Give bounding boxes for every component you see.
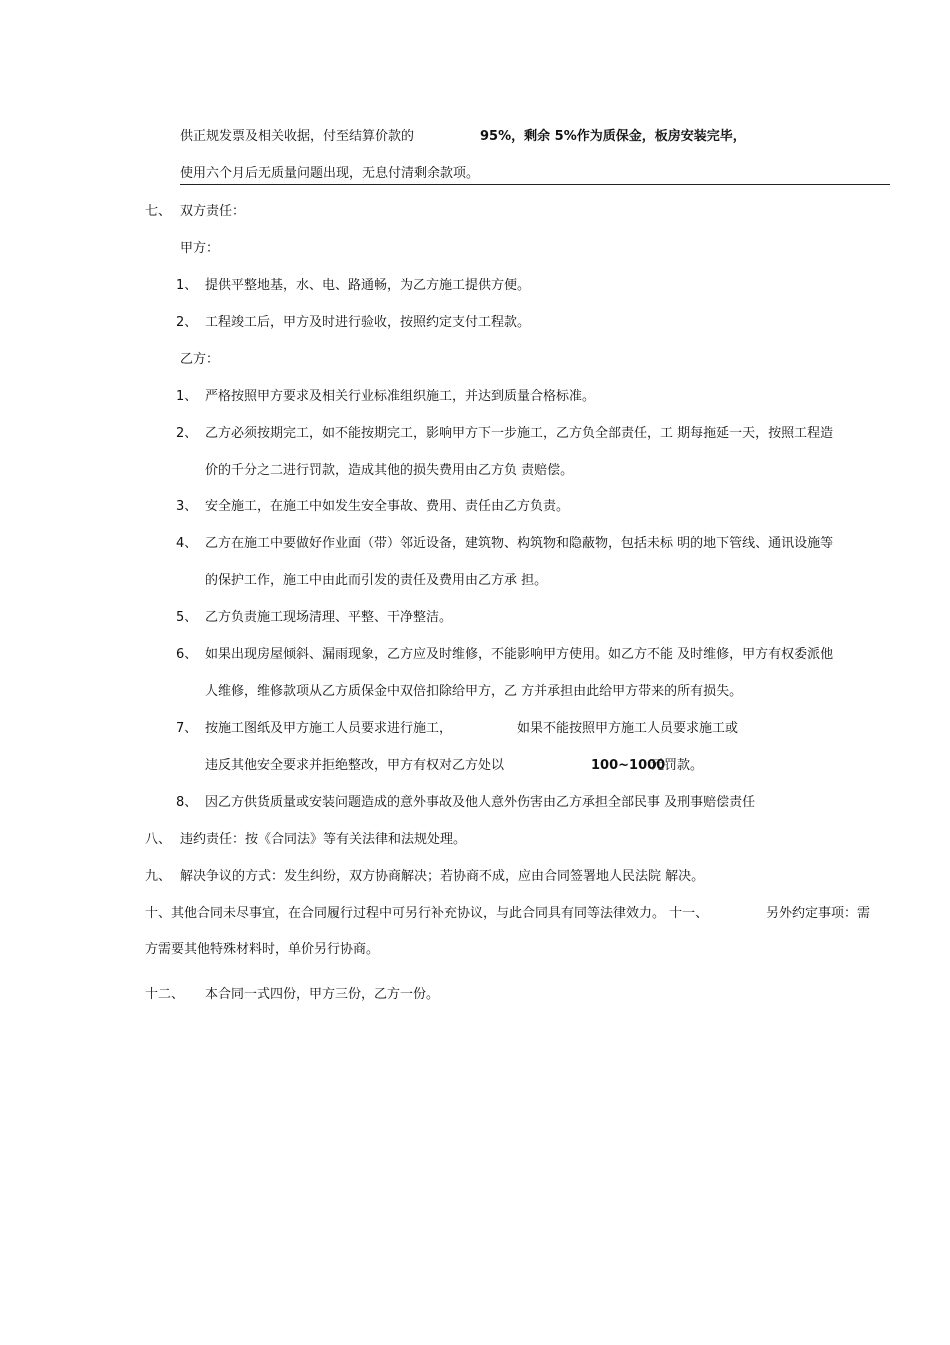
payment-line-1-text: 供正规发票及相关收据，付至结算价款的 [180, 129, 415, 144]
party-a-label: 甲方： [180, 241, 220, 256]
party-b-item-6-number: 6、 [176, 647, 198, 662]
party-b-item-8-number: 8、 [176, 795, 198, 810]
section-12-text: 本合同一式四份，甲方三份，乙方一份。 [205, 987, 440, 1002]
party-b-item-2-line-2: 价的千分之二进行罚款，造成其他的损失费用由乙方负 责赔偿。 [205, 463, 574, 478]
party-b-item-3: 安全施工，在施工中如发生安全事故、费用、责任由乙方负责。 [205, 499, 570, 514]
underline-rule [180, 184, 890, 185]
party-b-item-7-line-2c: 元罚款。 [651, 758, 704, 773]
section-7-title: 双方责任： [180, 204, 246, 219]
section-9-text: 解决争议的方式：发生纠纷，双方协商解决；若协商不成，应由合同签署地人民法院 解决。 [180, 869, 705, 884]
party-a-item-2: 工程竣工后，甲方及时进行验收，按照约定支付工程款。 [205, 315, 531, 330]
party-b-label: 乙方： [180, 352, 220, 367]
party-b-item-1-number: 1、 [176, 389, 198, 404]
party-b-item-1: 严格按照甲方要求及相关行业标准组织施工，并达到质量合格标准。 [205, 389, 596, 404]
party-b-item-7-line-2a: 违反其他安全要求并拒绝整改，甲方有权对乙方处以 [205, 758, 505, 773]
section-12-number: 十二、 [145, 987, 185, 1002]
party-b-item-2-number: 2、 [176, 426, 198, 441]
section-10-line-1a: 十、其他合同未尽事宜，在合同履行过程中可另行补充协议，与此合同具有同等法律效力。 十一、 [145, 906, 709, 921]
party-a-item-1: 提供平整地基，水、电、路通畅，为乙方施工提供方便。 [205, 278, 531, 293]
party-b-item-8: 因乙方供货质量或安装问题造成的意外事故及他人意外伤害由乙方承担全部民事 及刑事赔偿责任 [205, 795, 756, 810]
party-b-item-7-line-1a: 按施工图纸及甲方施工人员要求进行施工， [205, 721, 453, 736]
section-8-text: 违约责任：按《合同法》等有关法律和法规处理。 [180, 832, 467, 847]
party-a-item-1-number: 1、 [176, 278, 198, 293]
payment-line-2: 使用六个月后无质量问题出现，无息付清剩余款项。 [180, 166, 480, 181]
party-b-item-5-number: 5、 [176, 610, 198, 625]
section-9-number: 九、 [145, 869, 172, 884]
party-b-item-5: 乙方负责施工现场清理、平整、干净整洁。 [205, 610, 453, 625]
party-b-item-3-number: 3、 [176, 499, 198, 514]
party-b-item-6-line-2: 人维修，维修款项从乙方质保金中双倍扣除给甲方，乙 方并承担由此给甲方带来的所有损失。 [205, 684, 743, 699]
party-b-item-6-line-1: 如果出现房屋倾斜、漏雨现象，乙方应及时维修，不能影响甲方使用。如乙方不能 及时维修，甲方有权委派他 [205, 647, 834, 662]
fine-range: 100~1000 [591, 758, 666, 773]
section-7-number: 七、 [145, 204, 172, 219]
party-b-item-4-line-2: 的保护工作，施工中由此而引发的责任及费用由乙方承 担。 [205, 573, 548, 588]
party-a-item-2-number: 2、 [176, 315, 198, 330]
party-b-item-7-line-1b: 如果不能按照甲方施工人员要求施工或 [517, 721, 739, 736]
party-b-item-7-number: 7、 [176, 721, 198, 736]
section-10-line-2: 方需要其他特殊材料时，单价另行协商。 [145, 942, 380, 957]
section-10-line-1b: 另外约定事项：需 [766, 906, 871, 921]
section-8-number: 八、 [145, 832, 172, 847]
party-b-item-2-line-1: 乙方必须按期完工，如不能按期完工，影响甲方下一步施工，乙方负全部责任，工 期每拖延一天，按照工程造 [205, 426, 834, 441]
payment-line-1-percent: 95%，剩余 5%作为质保金，板房安装完毕， [480, 129, 746, 144]
party-b-item-4-line-1: 乙方在施工中要做好作业面（带）邻近设备，建筑物、构筑物和隐蔽物，包括未标 明的地下管线、通讯设施等 [205, 536, 834, 551]
party-b-item-4-number: 4、 [176, 536, 198, 551]
